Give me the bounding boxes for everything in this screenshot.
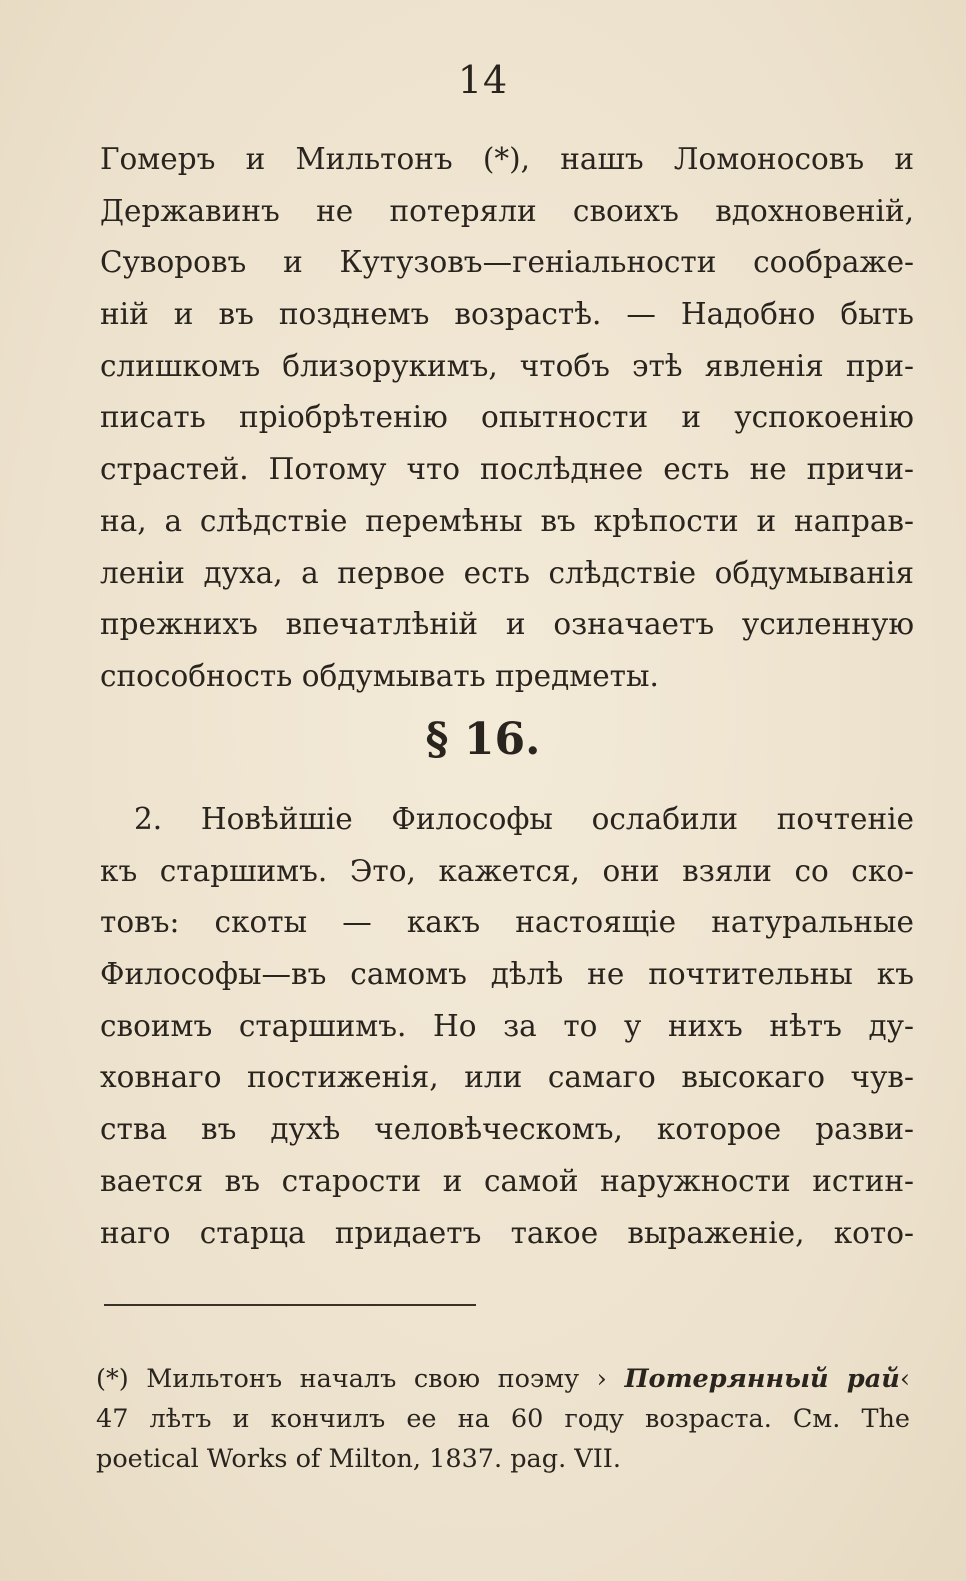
- text-line: ховнаго постиженія, или самаго высокаго чув-: [100, 1060, 914, 1095]
- text-line: способность обдумывать предметы.: [100, 658, 659, 693]
- footnote: [96, 1359, 910, 1479]
- text-line: страстей. Потому что послѣднее есть не причи-: [100, 452, 914, 487]
- paragraph-2: [100, 794, 914, 1259]
- text-line: писать пріобрѣтенію опытности и успокоенію: [100, 400, 914, 435]
- footnote-text: ‹: [899, 1364, 910, 1394]
- text-line: ства въ духѣ человѣческомъ, которое разви-: [100, 1112, 914, 1147]
- text-line: наго старца придаетъ такое выраженіе, кото-: [100, 1215, 914, 1250]
- text-line: вается въ старости и самой наружности истин-: [100, 1163, 914, 1198]
- footnote-line: 47 лѣтъ и кончилъ ее на 60 году возраста. См. The: [96, 1404, 910, 1434]
- text-line: Гомеръ и Мильтонъ (*), нашъ Ломоносовъ и: [100, 142, 914, 176]
- text-line: слишкомъ близорукимъ, чтобъ этѣ явленія при-: [100, 348, 914, 383]
- footnote-divider: [104, 1304, 476, 1306]
- page-number: 14: [457, 58, 509, 102]
- text-line: Суворовъ и Кутузовъ—геніальности соображе-: [100, 245, 914, 280]
- text-line: своимъ старшимъ. Но за то у нихъ нѣтъ ду-: [100, 1008, 914, 1043]
- footnote-line: [96, 1359, 910, 1399]
- text-line: леніи духа, а первое есть слѣдствіе обдумыванія: [100, 555, 914, 590]
- text-line: ній и въ позднемъ возрастѣ. — Надобно быть: [100, 297, 914, 332]
- text-line: къ старшимъ. Это, кажется, они взяли со ско-: [100, 853, 914, 888]
- paragraph-1: [100, 134, 914, 703]
- text-line: прежнихъ впечатлѣній и означаетъ усиленную: [100, 607, 914, 642]
- text-line: на, а слѣдствіе перемѣны въ крѣпости и направ-: [100, 503, 914, 538]
- footnote-text: (*) Мильтонъ началъ свою поэму ›: [96, 1364, 607, 1394]
- text-line: товъ: скоты — какъ настоящіе натуральные: [100, 905, 914, 940]
- text-line: 2. Новѣйшіе Философы ослабили почтеніе: [134, 802, 914, 836]
- section-heading: § 16.: [425, 714, 541, 765]
- footnote-book-title: Потерянный рай: [624, 1364, 900, 1394]
- text-line: Державинъ не потеряли своихъ вдохновеній,: [100, 193, 914, 228]
- text-line: Философы—въ самомъ дѣлѣ не почтительны къ: [100, 957, 914, 992]
- footnote-line: poetical Works of Milton, 1837. pag. VII.: [96, 1444, 621, 1474]
